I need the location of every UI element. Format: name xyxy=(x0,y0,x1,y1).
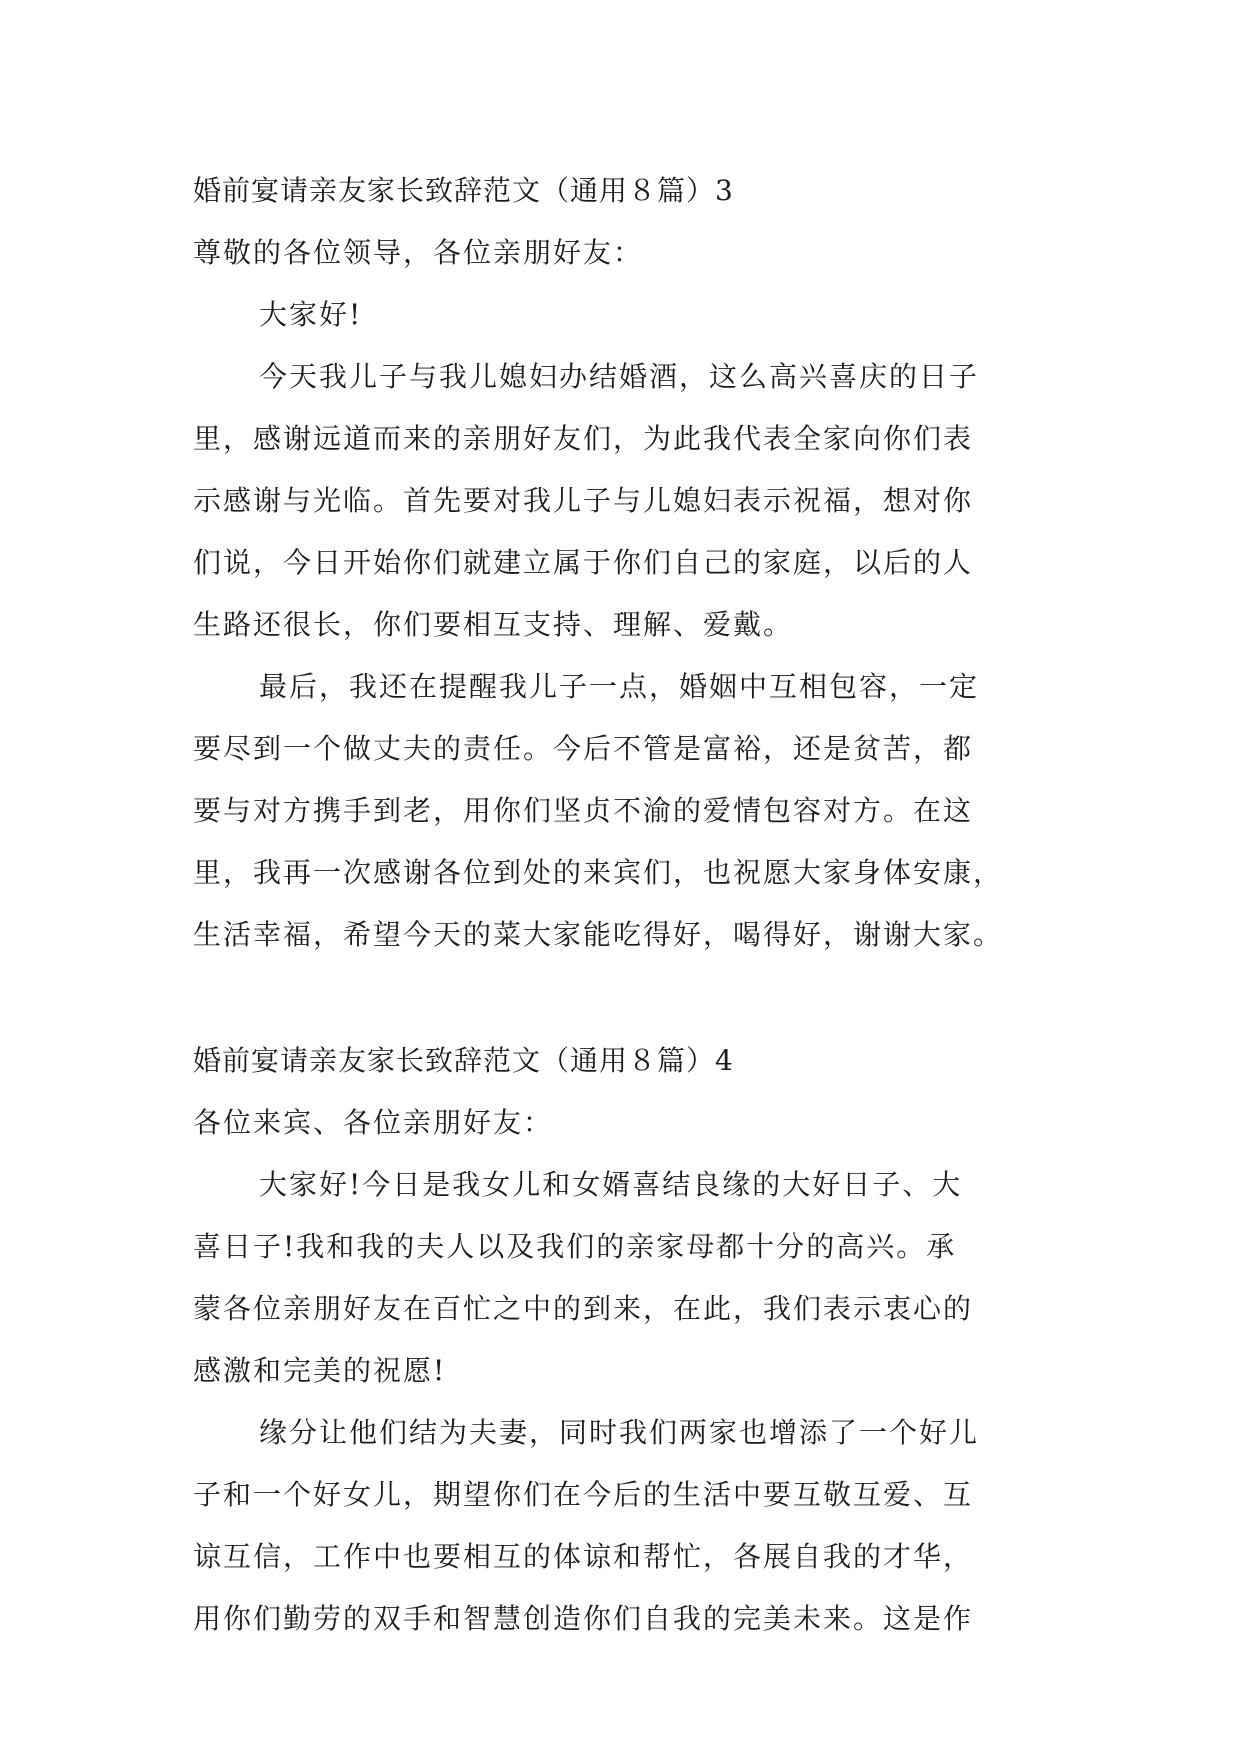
paragraph-line: 喜日子!我和我的夫人以及我们的亲家母都十分的高兴。承 xyxy=(193,1230,957,1263)
document-section xyxy=(193,1030,1055,1650)
paragraph-first-line: 缘分让他们结为夫妻，同时我们两家也增添了一个好儿 xyxy=(259,1416,980,1449)
paragraph-line: 生活幸福，希望今天的菜大家能吃得好，喝得好，谢谢大家。 xyxy=(193,918,1004,951)
document-page xyxy=(193,160,1055,1650)
paragraph-first-line: 最后，我还在提醒我儿子一点，婚姻中互相包容，一定 xyxy=(259,670,980,703)
paragraph-line: 里，我再一次感谢各位到处的来宾们，也祝愿大家身体安康， xyxy=(193,856,1004,889)
paragraph-line: 要尽到一个做丈夫的责任。今后不管是富裕，还是贫苦，都 xyxy=(193,732,974,765)
paragraph-line: 生路还很长，你们要相互支持、理解、爱戴。 xyxy=(193,608,794,641)
paragraph-line: 用你们勤劳的双手和智慧创造你们自我的完美未来。这是作 xyxy=(193,1602,974,1635)
paragraph-line: 子和一个好女儿，期望你们在今后的生活中要互敬互爱、互 xyxy=(193,1478,974,1511)
paragraph-line: 蒙各位亲朋好友在百忙之中的到来，在此，我们表示衷心的 xyxy=(193,1292,974,1325)
paragraph-line: 示感谢与光临。首先要对我儿子与儿媳妇表示祝福，想对你 xyxy=(193,484,974,517)
paragraph-line: 谅互信，工作中也要相互的体谅和帮忙，各展自我的才华， xyxy=(193,1540,974,1573)
paragraph-first-line: 大家好! xyxy=(259,298,363,331)
paragraph-line: 各位来宾、各位亲朋好友： xyxy=(193,1106,554,1139)
paragraph-line: 尊敬的各位领导，各位亲朋好友： xyxy=(193,236,644,269)
document-section xyxy=(193,160,1055,966)
section-title: 婚前宴请亲友家长致辞范文（通用８篇）3 xyxy=(193,174,734,207)
paragraph-first-line: 今天我儿子与我儿媳妇办结婚酒，这么高兴喜庆的日子 xyxy=(259,360,980,393)
paragraph-line: 里，感谢远道而来的亲朋好友们，为此我代表全家向你们表 xyxy=(193,422,974,455)
paragraph-line: 感激和完美的祝愿! xyxy=(193,1354,447,1387)
section-title: 婚前宴请亲友家长致辞范文（通用８篇）4 xyxy=(193,1044,734,1077)
paragraph-line: 们说，今日开始你们就建立属于你们自己的家庭，以后的人 xyxy=(193,546,974,579)
paragraph-first-line: 大家好!今日是我女儿和女婿喜结良缘的大好日子、大 xyxy=(259,1168,963,1201)
paragraph-line: 要与对方携手到老，用你们坚贞不渝的爱情包容对方。在这 xyxy=(193,794,974,827)
